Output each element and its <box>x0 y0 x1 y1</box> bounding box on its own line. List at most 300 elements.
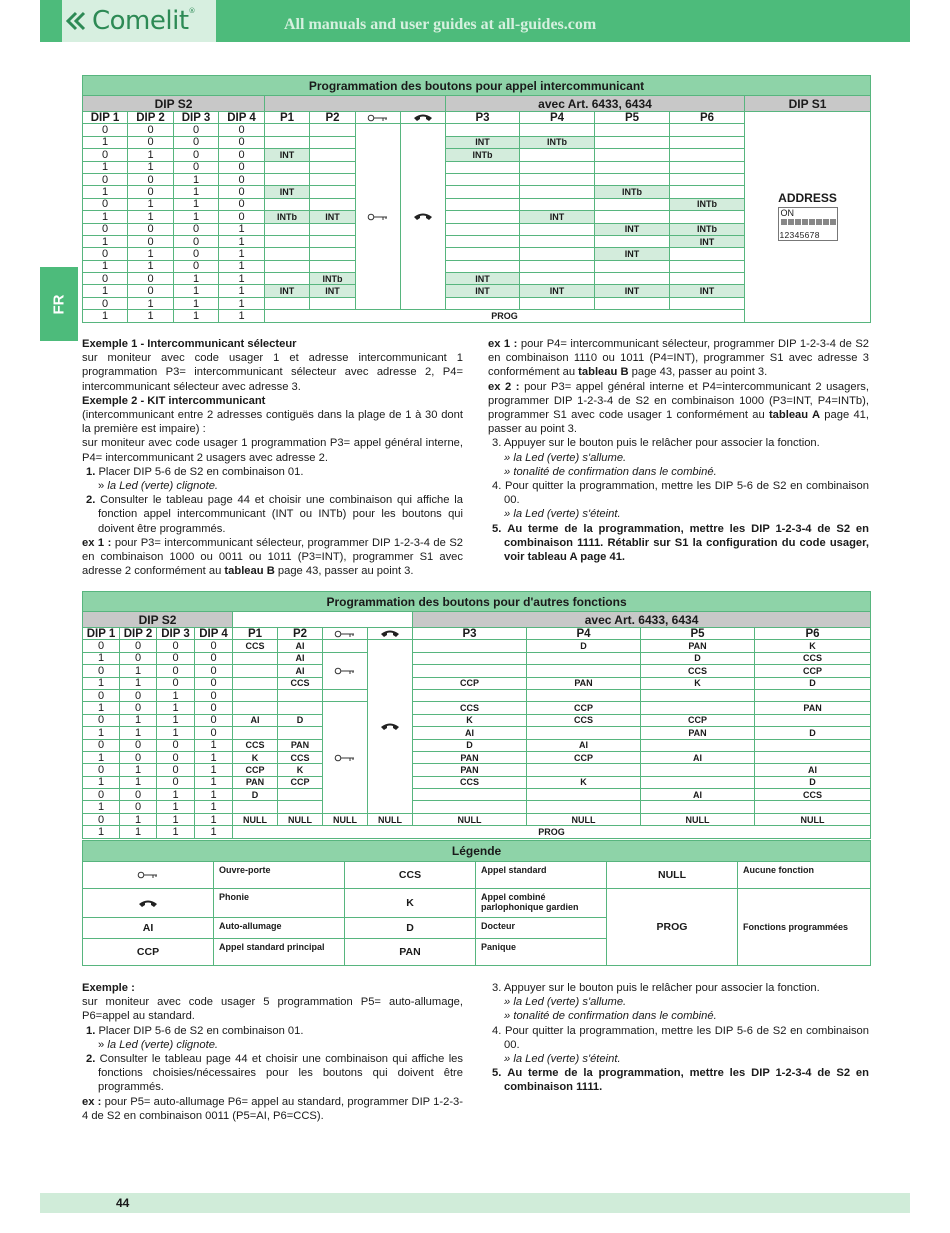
dip-value: 1 <box>219 260 265 272</box>
col-header: P1 <box>233 628 278 640</box>
phone-icon <box>401 124 446 310</box>
button-value: INTb <box>595 186 670 198</box>
dip-value: 1 <box>83 652 120 664</box>
dip-value: 1 <box>128 149 174 161</box>
button-value <box>446 124 520 136</box>
button-value <box>233 677 278 689</box>
button-value: NULL <box>527 813 641 825</box>
legend-d-code: D <box>345 918 476 939</box>
dip-value: 1 <box>83 677 120 689</box>
button-value: CCP <box>527 702 641 714</box>
button-value <box>527 727 641 739</box>
button-value <box>520 248 595 260</box>
button-value: AI <box>233 714 278 726</box>
table1-dip-s1-header: DIP S1 <box>745 96 871 112</box>
dip-value: 0 <box>120 640 157 652</box>
dip-value: 1 <box>195 739 233 751</box>
button-value <box>595 260 670 272</box>
dip-value: 1 <box>219 273 265 285</box>
button-value: INT <box>670 285 745 297</box>
button-value <box>265 273 310 285</box>
dip-value: 0 <box>120 751 157 763</box>
button-value: INTb <box>670 198 745 210</box>
functions-table <box>82 591 871 839</box>
dip-value: 0 <box>128 186 174 198</box>
button-value: INT <box>265 186 310 198</box>
dip-value: 1 <box>128 211 174 223</box>
dip-value: 1 <box>157 689 195 701</box>
dip-value: 1 <box>83 211 128 223</box>
page-number: 44 <box>116 1196 130 1210</box>
button-value <box>310 149 356 161</box>
dip-value: 1 <box>219 248 265 260</box>
dip-value: 1 <box>120 665 157 677</box>
footer-bar <box>40 1193 910 1213</box>
dip-value: 1 <box>195 751 233 763</box>
dip-value: 0 <box>128 124 174 136</box>
button-value <box>755 714 871 726</box>
table-row <box>83 665 871 677</box>
button-value: PAN <box>413 751 527 763</box>
dip-value: 1 <box>219 235 265 247</box>
legend-pan-code: PAN <box>345 939 476 966</box>
button-value <box>446 297 520 309</box>
dip-value: 0 <box>195 689 233 701</box>
button-value <box>641 764 755 776</box>
button-value <box>413 789 527 801</box>
dip-value: 0 <box>83 739 120 751</box>
button-value: CCS <box>413 702 527 714</box>
button-value: INT <box>595 223 670 235</box>
button-value <box>446 173 520 185</box>
button-value <box>446 186 520 198</box>
table-row <box>83 801 871 813</box>
ex1-paragraph: ex 1 : pour P3= intercommunicant sélecteur, programmer DIP 1-2-3-4 de S2 en combinaison 1000 ou 0011 ou 1011 (P3=INT), programmer S1 avec adresse 2 conformément au tableau B page 43, passer au point 3. <box>82 536 464 578</box>
button-value: NULL <box>755 813 871 825</box>
table-row <box>83 702 871 714</box>
step1-text: Placer DIP 5-6 de S2 en combinaison 01. <box>98 1024 304 1037</box>
example2-paren: (intercommunicant entre 2 adresses contiguës dans la plage de 1 à 30 dont la première est impaire) : <box>82 409 463 436</box>
dip-value: 1 <box>83 776 120 788</box>
dip-value: 0 <box>83 173 128 185</box>
button-value: INTb <box>310 273 356 285</box>
button-value <box>527 801 641 813</box>
col-header: DIP 2 <box>120 628 157 640</box>
button-value <box>670 161 745 173</box>
dip-value: 1 <box>219 223 265 235</box>
example2-body: sur moniteur avec code usager 1 programmation P3= appel général interne, P4= intercommunicant 2 usagers avec adresse 2. <box>82 437 463 464</box>
button-value: CCS <box>233 739 278 751</box>
button-value: D <box>527 640 641 652</box>
legend-docteur: Docteur <box>476 918 607 939</box>
button-value: K <box>755 640 871 652</box>
col-header: P3 <box>413 628 527 640</box>
button-value: NULL <box>278 813 323 825</box>
button-value <box>670 124 745 136</box>
button-value: AI <box>755 764 871 776</box>
dip-value: 0 <box>195 714 233 726</box>
button-value <box>527 689 641 701</box>
dip-value: 0 <box>83 198 128 210</box>
table-row <box>83 652 871 664</box>
empty-cell <box>323 640 368 652</box>
button-value: CCS <box>413 776 527 788</box>
legend-phonie: Phonie <box>214 889 345 918</box>
button-value <box>670 149 745 161</box>
button-value: D <box>278 714 323 726</box>
table2-blank-header <box>233 612 413 628</box>
table-row <box>83 751 871 763</box>
dip-value: 1 <box>83 310 128 322</box>
step3-sub1: » la Led (verte) s'allume. <box>504 451 627 464</box>
col-header: DIP 4 <box>219 112 265 124</box>
step-number: 3. <box>492 437 502 450</box>
dip-value: 1 <box>120 776 157 788</box>
dip-value: 1 <box>128 297 174 309</box>
dip-value: 0 <box>195 727 233 739</box>
dip-value: 0 <box>219 124 265 136</box>
dip-value: 1 <box>174 297 219 309</box>
button-value <box>413 801 527 813</box>
button-value <box>265 198 310 210</box>
button-value: PAN <box>641 727 755 739</box>
table-row <box>83 714 871 726</box>
button-value <box>278 727 323 739</box>
button-value <box>520 198 595 210</box>
sub-mark: » <box>98 480 105 493</box>
col-header: DIP 1 <box>83 628 120 640</box>
button-value: INTb <box>265 211 310 223</box>
button-value <box>413 689 527 701</box>
dip-value: 0 <box>120 801 157 813</box>
table1-dip-s2-header: DIP S2 <box>83 96 265 112</box>
button-value <box>265 223 310 235</box>
phone-icon <box>83 889 214 918</box>
button-value <box>446 161 520 173</box>
button-value <box>670 186 745 198</box>
button-value <box>265 161 310 173</box>
button-value <box>670 297 745 309</box>
button-value <box>446 248 520 260</box>
col-header: P2 <box>310 112 356 124</box>
dip-value: 0 <box>219 198 265 210</box>
address-label: ADDRESS <box>778 190 837 205</box>
dip-value: 1 <box>157 826 195 838</box>
button-value <box>670 173 745 185</box>
button-value <box>310 136 356 148</box>
button-value <box>446 223 520 235</box>
button-value <box>233 689 278 701</box>
step3-sub2: » tonalité de confirmation dans le combiné. <box>504 1010 717 1023</box>
col-header: P5 <box>595 112 670 124</box>
button-value <box>310 198 356 210</box>
button-value: CCP <box>233 764 278 776</box>
button-value <box>595 235 670 247</box>
button-value: CCP <box>641 714 755 726</box>
dip-value: 1 <box>128 161 174 173</box>
address-switch-cell <box>745 112 871 323</box>
button-value: INT <box>446 273 520 285</box>
banner-text[interactable]: All manuals and user guides at all-guides.com <box>284 16 597 33</box>
legend-panique: Panique <box>476 939 607 966</box>
button-value: INT <box>595 285 670 297</box>
logo-mark-icon <box>66 11 92 31</box>
key-icon <box>323 702 368 814</box>
button-value <box>446 198 520 210</box>
col-header: P4 <box>520 112 595 124</box>
table1-title: Programmation des boutons pour appel intercommunicant <box>83 76 871 96</box>
phone-icon <box>368 640 413 813</box>
dip-value: 0 <box>174 136 219 148</box>
col-header: DIP 3 <box>157 628 195 640</box>
table-row <box>83 776 871 788</box>
button-value <box>520 173 595 185</box>
dip-value: 1 <box>120 826 157 838</box>
button-value <box>310 297 356 309</box>
step2-text: Consulter le tableau page 44 et choisir une combinaison qui affiche la fonction appel intercommunicant (INT ou INTb) pour les boutons qui doivent être programmés. <box>98 494 464 535</box>
dip-value: 1 <box>195 801 233 813</box>
table-row <box>83 826 871 838</box>
step-number: 2. <box>86 1053 96 1066</box>
step-number: 1. <box>86 465 96 478</box>
ex1-right-paragraph: ex 1 : pour P4= intercommunicant sélecteur, programmer DIP 1-2-3-4 de S2 en combinaison 1110 ou 1011 (P4=INT), programmer S1 avec adresse 3 conformément au tableau B page 43, passer au point 3. <box>488 338 870 379</box>
dip-value: 0 <box>157 665 195 677</box>
dip-value: 1 <box>174 273 219 285</box>
dip-value: 1 <box>128 248 174 260</box>
button-value <box>755 801 871 813</box>
button-value <box>446 235 520 247</box>
dip-value: 0 <box>83 297 128 309</box>
legend-k-code: K <box>345 889 476 918</box>
button-value: CCS <box>233 640 278 652</box>
button-value <box>527 665 641 677</box>
button-value <box>527 764 641 776</box>
button-value <box>310 186 356 198</box>
button-value <box>278 689 323 701</box>
dip-value: 1 <box>157 789 195 801</box>
button-value <box>595 297 670 309</box>
button-value: PAN <box>641 640 755 652</box>
button-value: D <box>233 789 278 801</box>
dip-value: 0 <box>174 235 219 247</box>
example1-body: sur moniteur avec code usager 1 et adresse intercommunicant 1 programmation P3= intercommunicant sélecteur avec adresse 2, P4= intercommunicant sélecteur avec adresse 3. <box>82 352 463 393</box>
key-icon <box>83 862 214 889</box>
step4-text: Pour quitter la programmation, mettre les DIP 5-6 de S2 en combinaison 00. <box>504 480 869 507</box>
dip-value: 1 <box>120 764 157 776</box>
step3-sub1: » la Led (verte) s'allume. <box>504 996 627 1009</box>
step-number: 4. <box>492 480 502 493</box>
table2-title: Programmation des boutons pour d'autres fonctions <box>83 592 871 612</box>
dip-value: 0 <box>128 235 174 247</box>
button-value <box>233 665 278 677</box>
dip-value: 0 <box>83 223 128 235</box>
button-value: D <box>413 739 527 751</box>
button-value <box>233 727 278 739</box>
step-number: 5. <box>492 1067 502 1080</box>
step3-text: Appuyer sur le bouton puis le relâcher pour associer la fonction. <box>503 982 820 994</box>
dip-value: 0 <box>174 124 219 136</box>
dip-value: 0 <box>219 173 265 185</box>
dip-value: 1 <box>83 260 128 272</box>
button-value: AI <box>527 739 641 751</box>
step4-sub: » la Led (verte) s'éteint. <box>504 508 621 521</box>
dip-value: 1 <box>83 727 120 739</box>
legend-prog-code: PROG <box>607 889 738 966</box>
dip-value: 0 <box>120 652 157 664</box>
dip-value: 0 <box>128 273 174 285</box>
dip-value: 0 <box>174 260 219 272</box>
dip-value: 0 <box>120 739 157 751</box>
legend-ccp-code: CCP <box>83 939 214 966</box>
dip-value: 0 <box>219 186 265 198</box>
col-header: P6 <box>670 112 745 124</box>
button-value <box>520 273 595 285</box>
dip-value: 0 <box>219 161 265 173</box>
dip-value: 1 <box>120 727 157 739</box>
step1-sub: la Led (verte) clignote. <box>107 1038 219 1051</box>
step2-text: Consulter le tableau page 44 et choisir une combinaison qui affiche les fonctions choisies/nécessaires pour les boutons qui doivent être programmés. <box>98 1053 464 1094</box>
button-value <box>641 801 755 813</box>
button-value <box>413 652 527 664</box>
step3-sub2: » tonalité de confirmation dans le combiné. <box>504 465 717 478</box>
button-value <box>310 223 356 235</box>
table1-blank-header <box>265 96 446 112</box>
dip-value: 1 <box>83 186 128 198</box>
step4-text: Pour quitter la programmation, mettre les DIP 5-6 de S2 en combinaison 00. <box>504 1024 869 1051</box>
dip-value: 1 <box>83 285 128 297</box>
dip-value: 1 <box>174 310 219 322</box>
empty-cell <box>323 689 368 701</box>
button-value <box>310 161 356 173</box>
step-number: 5. <box>492 522 502 535</box>
dip-switch-icon <box>778 207 838 241</box>
dip-value: 1 <box>157 702 195 714</box>
button-value <box>233 702 278 714</box>
button-value <box>670 260 745 272</box>
button-value <box>520 161 595 173</box>
legend-appel-standard: Appel standard <box>476 862 607 889</box>
table2-avec-header: avec Art. 6433, 6434 <box>413 612 871 628</box>
button-value <box>670 136 745 148</box>
legend-null-code: NULL <box>607 862 738 889</box>
button-value: CCP <box>755 665 871 677</box>
button-value: INTb <box>446 149 520 161</box>
table-row <box>83 739 871 751</box>
dip-value: 0 <box>219 211 265 223</box>
dip-value: 1 <box>120 714 157 726</box>
button-value <box>641 739 755 751</box>
button-value <box>265 297 310 309</box>
dip-value: 0 <box>83 689 120 701</box>
dip-value: 1 <box>157 801 195 813</box>
language-tab: FR <box>40 267 78 341</box>
table-row <box>83 689 871 701</box>
text-block-1-left <box>82 337 463 578</box>
dip-value: 0 <box>195 665 233 677</box>
dip-value: 1 <box>174 285 219 297</box>
dip-value: 0 <box>83 665 120 677</box>
button-value <box>755 751 871 763</box>
legend-fonctions-programmees: Fonctions programmées <box>738 889 871 966</box>
dip-value: 1 <box>195 813 233 825</box>
dip-value: 1 <box>83 801 120 813</box>
button-value <box>595 211 670 223</box>
dip-value: 1 <box>83 702 120 714</box>
table-row <box>83 764 871 776</box>
dip-value: 1 <box>219 297 265 309</box>
col-header: P1 <box>265 112 310 124</box>
dip-value: 0 <box>83 789 120 801</box>
button-value <box>595 161 670 173</box>
dip-value: 1 <box>219 285 265 297</box>
dip-value: 0 <box>128 136 174 148</box>
legend-ai-code: AI <box>83 918 214 939</box>
step-number: 3. <box>492 982 502 994</box>
button-value: CCS <box>755 789 871 801</box>
key-icon <box>356 124 401 310</box>
dip-value: 0 <box>83 764 120 776</box>
button-value <box>520 124 595 136</box>
button-value <box>670 211 745 223</box>
button-value <box>755 739 871 751</box>
button-value: NULL <box>323 813 368 825</box>
dip-value: 0 <box>83 273 128 285</box>
button-value: D <box>755 727 871 739</box>
button-value <box>670 248 745 260</box>
phone-icon <box>401 112 446 124</box>
col-header: DIP 3 <box>174 112 219 124</box>
step5-text: Au terme de la programmation, mettre les DIP 1-2-3-4 de S2 en combinaison 1111. Rétablir sur S1 la configuration du code usager, voir tableau A page 41. <box>504 522 869 564</box>
button-value: CCS <box>755 652 871 664</box>
dip-value: 0 <box>157 764 195 776</box>
dip-value: 1 <box>157 727 195 739</box>
button-value: K <box>527 776 641 788</box>
button-value: AI <box>413 727 527 739</box>
button-value: INT <box>520 285 595 297</box>
dip-value: 1 <box>120 813 157 825</box>
button-value: K <box>641 677 755 689</box>
dip-value: 0 <box>174 248 219 260</box>
button-value: NULL <box>641 813 755 825</box>
step3-text: Appuyer sur le bouton puis le relâcher pour associer la fonction. <box>503 437 820 450</box>
col-header: DIP 2 <box>128 112 174 124</box>
col-header: P6 <box>755 628 871 640</box>
dip-value: 1 <box>195 764 233 776</box>
example1-title: Exemple 1 - Intercommunicant sélecteur <box>82 338 297 350</box>
dip-value: 0 <box>128 173 174 185</box>
button-value: INT <box>595 248 670 260</box>
example-body: sur moniteur avec code usager 5 programmation P5= auto-allumage, P6=appel au standard. <box>82 996 463 1023</box>
legend-ouvre-porte: Ouvre-porte <box>214 862 345 889</box>
dip-value: 1 <box>219 310 265 322</box>
button-value: CCS <box>641 665 755 677</box>
dip-value: 1 <box>83 235 128 247</box>
dip-value: 0 <box>120 702 157 714</box>
button-value: AI <box>641 789 755 801</box>
phone-icon <box>368 628 413 640</box>
dip-value: 0 <box>195 652 233 664</box>
button-value <box>310 235 356 247</box>
button-value: INTb <box>520 136 595 148</box>
button-value: AI <box>278 665 323 677</box>
dip-value: 1 <box>195 789 233 801</box>
key-icon <box>323 628 368 640</box>
dip-value: 0 <box>83 248 128 260</box>
button-value <box>641 689 755 701</box>
legend-ccs-code: CCS <box>345 862 476 889</box>
dip-value: 1 <box>195 826 233 838</box>
button-value <box>520 235 595 247</box>
